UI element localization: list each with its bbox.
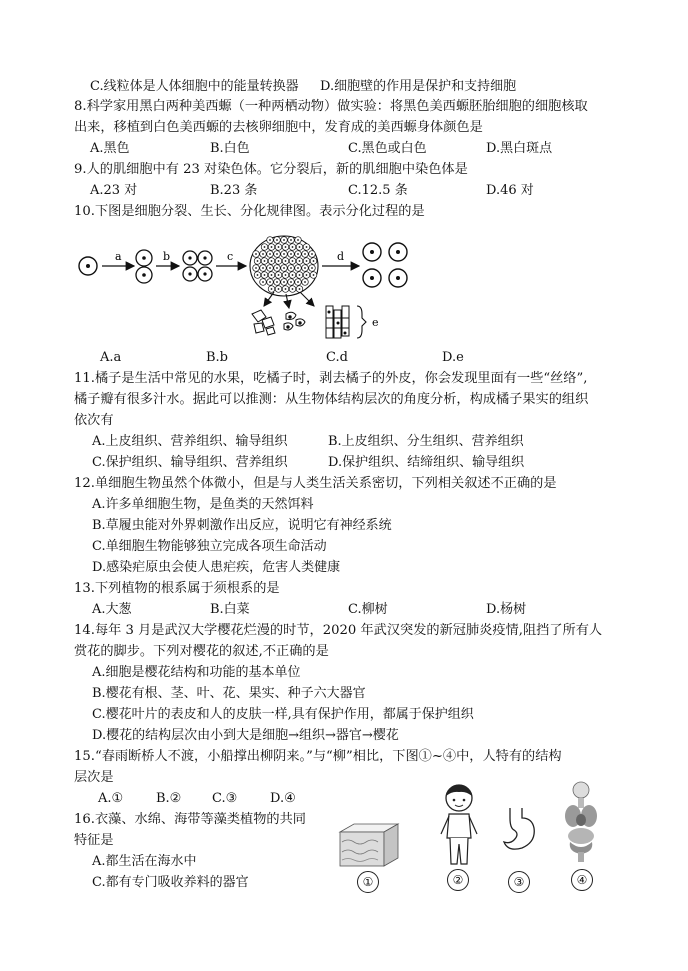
- q16-stem-line2: 特征是: [74, 833, 114, 848]
- q12-option-a: A.许多单细胞生物，是鱼类的天然饵料: [92, 497, 314, 512]
- q15-option-a: A.①: [98, 791, 124, 806]
- single-cell-icon: [79, 257, 97, 275]
- q11-option-d: D.保护组织、结缔组织、输导组织: [328, 455, 525, 470]
- q8-option-d: D.黑白斑点: [486, 141, 553, 156]
- q16-option-c: C.都有专门吸收养料的器官: [92, 875, 249, 890]
- four-cells-icon: [183, 251, 212, 281]
- q10-option-b: B.b: [206, 350, 229, 365]
- figure-label-3: ③: [508, 871, 530, 893]
- q11-stem-line1: 11.橘子是生活中常见的水果，吃橘子时，剥去橘子的外皮，你会发现里面有一些“丝络”,: [74, 371, 588, 386]
- q16-stem-line1: 16.衣藻、水绵、海带等藻类植物的共同: [74, 812, 306, 827]
- cell-cluster-icon: [250, 236, 318, 296]
- q8-stem-line1: 8.科学家用黑白两种美西螈（一种两栖动物）做实验：将黑色美西螈胚胎细胞的细胞核取: [74, 99, 588, 114]
- stomach-icon: [500, 806, 540, 854]
- q14-option-c: C.樱花叶片的表皮和人的皮肤一样,具有保护作用，都属于保护组织: [92, 707, 474, 722]
- q9-option-c: C.12.5 条: [348, 183, 408, 198]
- q15-stem-line1: 15.“春雨断桥人不渡，小船撑出柳阴来。”与“柳”相比，下图①~④中，人特有的结构: [74, 749, 562, 764]
- q14-stem-line2: 赏花的脚步。下列对樱花的叙述,不正确的是: [74, 644, 329, 659]
- tissue-1-icon: [252, 310, 275, 335]
- q7-option-d: D.细胞壁的作用是保护和支持细胞: [320, 79, 517, 94]
- q7-option-c: C.线粒体是人体细胞中的能量转换器: [90, 79, 299, 94]
- q16-option-a: A.都生活在海水中: [92, 854, 197, 869]
- q8-option-b: B.白色: [210, 141, 250, 156]
- figure-label-2: ②: [447, 869, 469, 891]
- label-d: d: [337, 250, 345, 263]
- organ-system-icon: [561, 780, 601, 864]
- q8-option-a: A.黑色: [90, 141, 130, 156]
- q13-option-a: A.大葱: [92, 602, 132, 617]
- two-cells-icon: [136, 250, 152, 283]
- q11-stem-line3: 依次有: [74, 413, 114, 428]
- tissue-2-icon: [284, 312, 305, 330]
- q14-option-b: B.樱花有根、茎、叶、花、果实、种子六大器官: [92, 686, 366, 701]
- q8-stem-line2: 出来，移植到白色美西螈的去核卵细胞中，发育成的美西螈身体颜色是: [74, 120, 483, 135]
- q11-option-b: B.上皮组织、分生组织、营养组织: [328, 434, 524, 449]
- grown-cells-icon: [363, 243, 407, 287]
- q9-stem: 9.人的肌细胞中有 23 对染色体。它分裂后，新的肌细胞中染色体是: [74, 162, 468, 177]
- q15-option-d: D.④: [270, 791, 296, 806]
- label-e: e: [372, 316, 379, 329]
- q11-option-c: C.保护组织、输导组织、营养组织: [92, 455, 288, 470]
- q14-stem-line1: 14.每年 3 月是武汉大学樱花烂漫的时节，2020 年武汉突发的新冠肺炎疫情,阻挡了所有人: [74, 623, 603, 638]
- tissue-3-icon: [326, 306, 349, 338]
- q10-stem: 10.下图是细胞分裂、生长、分化规律图。表示分化过程的是: [74, 204, 425, 219]
- label-c: c: [227, 250, 234, 263]
- q12-option-d: D.感染疟原虫会使人患疟疾，危害人类健康: [92, 560, 341, 575]
- q9-option-a: A.23 对: [90, 183, 138, 198]
- q12-option-c: C.单细胞生物能够独立完成各项生命活动: [92, 539, 327, 554]
- q15-option-c: C.③: [212, 791, 238, 806]
- q14-option-a: A.细胞是樱花结构和功能的基本单位: [92, 665, 301, 680]
- tissue-block-icon: [338, 822, 400, 868]
- q13-stem: 13.下列植物的根系属于须根系的是: [74, 581, 280, 596]
- label-a: a: [115, 250, 122, 263]
- boy-figure-icon: [437, 782, 481, 868]
- q15-stem-line2: 层次是: [74, 770, 114, 785]
- q15-option-b: B.②: [156, 791, 182, 806]
- q9-option-b: B.23 条: [210, 183, 258, 198]
- q11-stem-line2: 橘子瓣有很多汁水。据此可以推测：从生物体结构层次的角度分析，构成橘子果实的组织: [74, 392, 589, 407]
- q12-stem: 12.单细胞生物虽然个体微小，但是与人类生活关系密切，下列相关叙述不正确的是: [74, 476, 557, 491]
- q8-option-c: C.黑色或白色: [348, 141, 427, 156]
- q13-option-c: C.柳树: [348, 602, 388, 617]
- q10-option-a: A.a: [100, 350, 122, 365]
- label-b: b: [163, 250, 171, 263]
- q13-option-d: D.杨树: [486, 602, 527, 617]
- figure-label-1: ①: [357, 871, 379, 893]
- q10-option-c: C.d: [326, 350, 348, 365]
- q9-option-d: D.46 对: [486, 183, 534, 198]
- cell-division-diagram: [74, 230, 404, 350]
- figure-label-4: ④: [571, 869, 593, 891]
- q10-option-d: D.e: [442, 350, 464, 365]
- q14-option-d: D.樱花的结构层次由小到大是细胞→组织→器官→樱花: [92, 728, 399, 743]
- q13-option-b: B.白菜: [210, 602, 250, 617]
- q12-option-b: B.草履虫能对外界刺激作出反应，说明它有神经系统: [92, 518, 392, 533]
- q11-option-a: A.上皮组织、营养组织、输导组织: [92, 434, 288, 449]
